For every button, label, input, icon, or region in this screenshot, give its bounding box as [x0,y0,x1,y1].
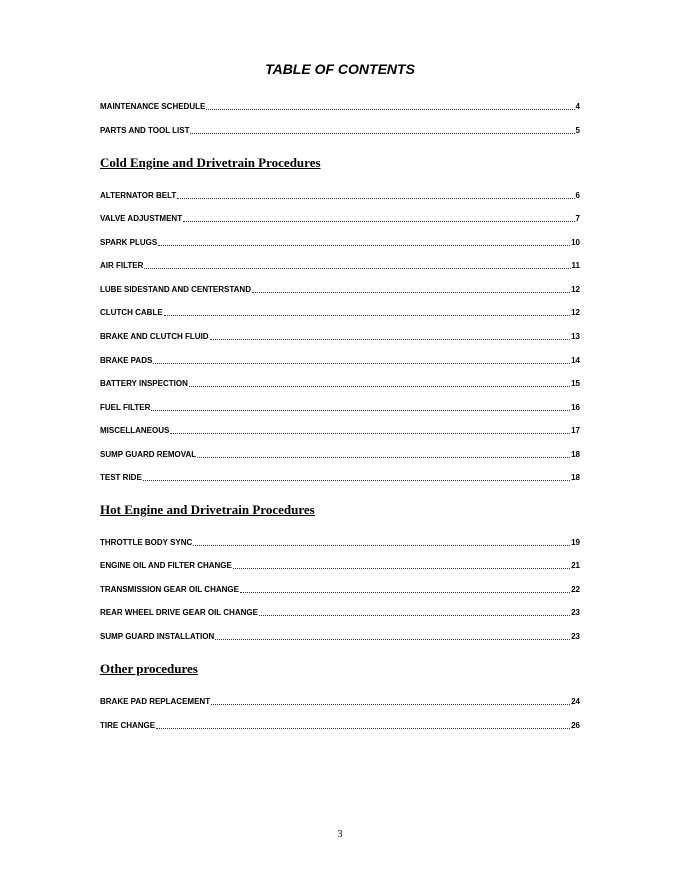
toc-entry[interactable] [100,306,580,318]
dot-leader [151,410,570,411]
dot-leader [153,363,570,364]
dot-leader [206,109,574,110]
toc-entry[interactable] [100,354,580,366]
toc-entry-page: 12 [571,308,580,317]
toc-entry[interactable] [100,330,580,342]
dot-leader [193,545,570,546]
toc-entry-label: TIRE CHANGE [100,721,156,730]
dot-leader [233,568,570,569]
toc-entry-label: MAINTENANCE SCHEDULE [100,102,206,111]
toc-entry[interactable] [100,377,580,389]
toc-entry[interactable] [100,471,580,483]
page-title: TABLE OF CONTENTS [265,61,415,77]
section-heading: Cold Engine and Drivetrain Procedures [100,155,321,170]
toc-entry[interactable] [100,536,580,548]
toc-entry[interactable] [100,630,580,642]
toc-entry-label: LUBE SIDESTAND AND CENTERSTAND [100,285,251,294]
toc-entry[interactable] [100,695,580,707]
toc-entry-label: ENGINE OIL AND FILTER CHANGE [100,561,232,570]
dot-leader [158,245,570,246]
toc-entry[interactable] [100,259,580,271]
toc-entry[interactable] [100,189,580,201]
toc-entry-page: 14 [571,356,580,365]
toc-entry-page: 18 [571,473,580,482]
toc-entry[interactable] [100,606,580,618]
dot-leader [143,480,570,481]
toc-entry-label: VALVE ADJUSTMENT [100,214,183,223]
toc-entry-page: 17 [571,426,580,435]
dot-leader [156,728,570,729]
toc-entry-page: 23 [571,632,580,641]
toc-entry-label: SUMP GUARD INSTALLATION [100,632,215,641]
toc-entry[interactable] [100,100,580,112]
toc-entry-label: BATTERY INSPECTION [100,379,188,388]
toc-entry-page: 16 [571,403,580,412]
toc-entry-page: 5 [575,126,580,135]
toc-entry-label: REAR WHEEL DRIVE GEAR OIL CHANGE [100,608,258,617]
toc-entry-page: 12 [571,285,580,294]
dot-leader [170,433,570,434]
dot-leader [211,704,570,705]
dot-leader [210,339,571,340]
dot-leader [164,315,570,316]
toc-entry[interactable] [100,212,580,224]
toc-entry-page: 24 [571,697,580,706]
dot-leader [189,386,570,387]
toc-entry-page: 10 [571,238,580,247]
toc-entry-page: 23 [571,608,580,617]
toc-entry-label: ALTERNATOR BELT [100,191,177,200]
toc-entry[interactable] [100,424,580,436]
toc-entry[interactable] [100,236,580,248]
toc-entry-label: AIR FILTER [100,261,144,270]
toc-entry[interactable] [100,559,580,571]
toc-entry-label: BRAKE PAD REPLACEMENT [100,697,211,706]
toc-entry-label: SUMP GUARD REMOVAL [100,450,197,459]
dot-leader [252,292,570,293]
toc-entry[interactable] [100,283,580,295]
dot-leader [144,268,570,269]
dot-leader [183,221,574,222]
toc-entry-page: 15 [571,379,580,388]
dot-leader [259,615,570,616]
toc-entry-page: 22 [571,585,580,594]
dot-leader [190,133,574,134]
toc-entry[interactable] [100,448,580,460]
toc-entry-page: 18 [571,450,580,459]
dot-leader [215,639,570,640]
toc-entry-page: 21 [571,561,580,570]
section-heading: Other procedures [100,661,198,676]
toc-entry-label: PARTS AND TOOL LIST [100,126,190,135]
toc-entry[interactable] [100,719,580,731]
dot-leader [177,198,574,199]
toc-entry-page: 6 [575,191,580,200]
toc-entry-page: 13 [571,332,580,341]
toc-entry-page: 19 [571,538,580,547]
toc-entry-page: 7 [575,214,580,223]
dot-leader [197,457,570,458]
toc-entry-label: THROTTLE BODY SYNC [100,538,193,547]
toc-entry[interactable] [100,583,580,595]
toc-entry[interactable] [100,401,580,413]
toc-entry-label: TRANSMISSION GEAR OIL CHANGE [100,585,239,594]
toc-entry-page: 26 [571,721,580,730]
section-heading: Hot Engine and Drivetrain Procedures [100,502,315,517]
toc-entry-label: MISCELLANEOUS [100,426,170,435]
toc-entry-label: FUEL FILTER [100,403,151,412]
toc-entry-label: BRAKE AND CLUTCH FLUID [100,332,209,341]
toc-entry-page: 11 [571,261,580,270]
toc-entry[interactable] [100,124,580,136]
toc-entry-label: SPARK PLUGS [100,238,158,247]
toc-entry-label: CLUTCH CABLE [100,308,163,317]
dot-leader [240,592,570,593]
toc-entry-label: TEST RIDE [100,473,142,482]
toc-entry-page: 4 [575,102,580,111]
toc-entry-label: BRAKE PADS [100,356,153,365]
page-number: 3 [337,829,343,840]
